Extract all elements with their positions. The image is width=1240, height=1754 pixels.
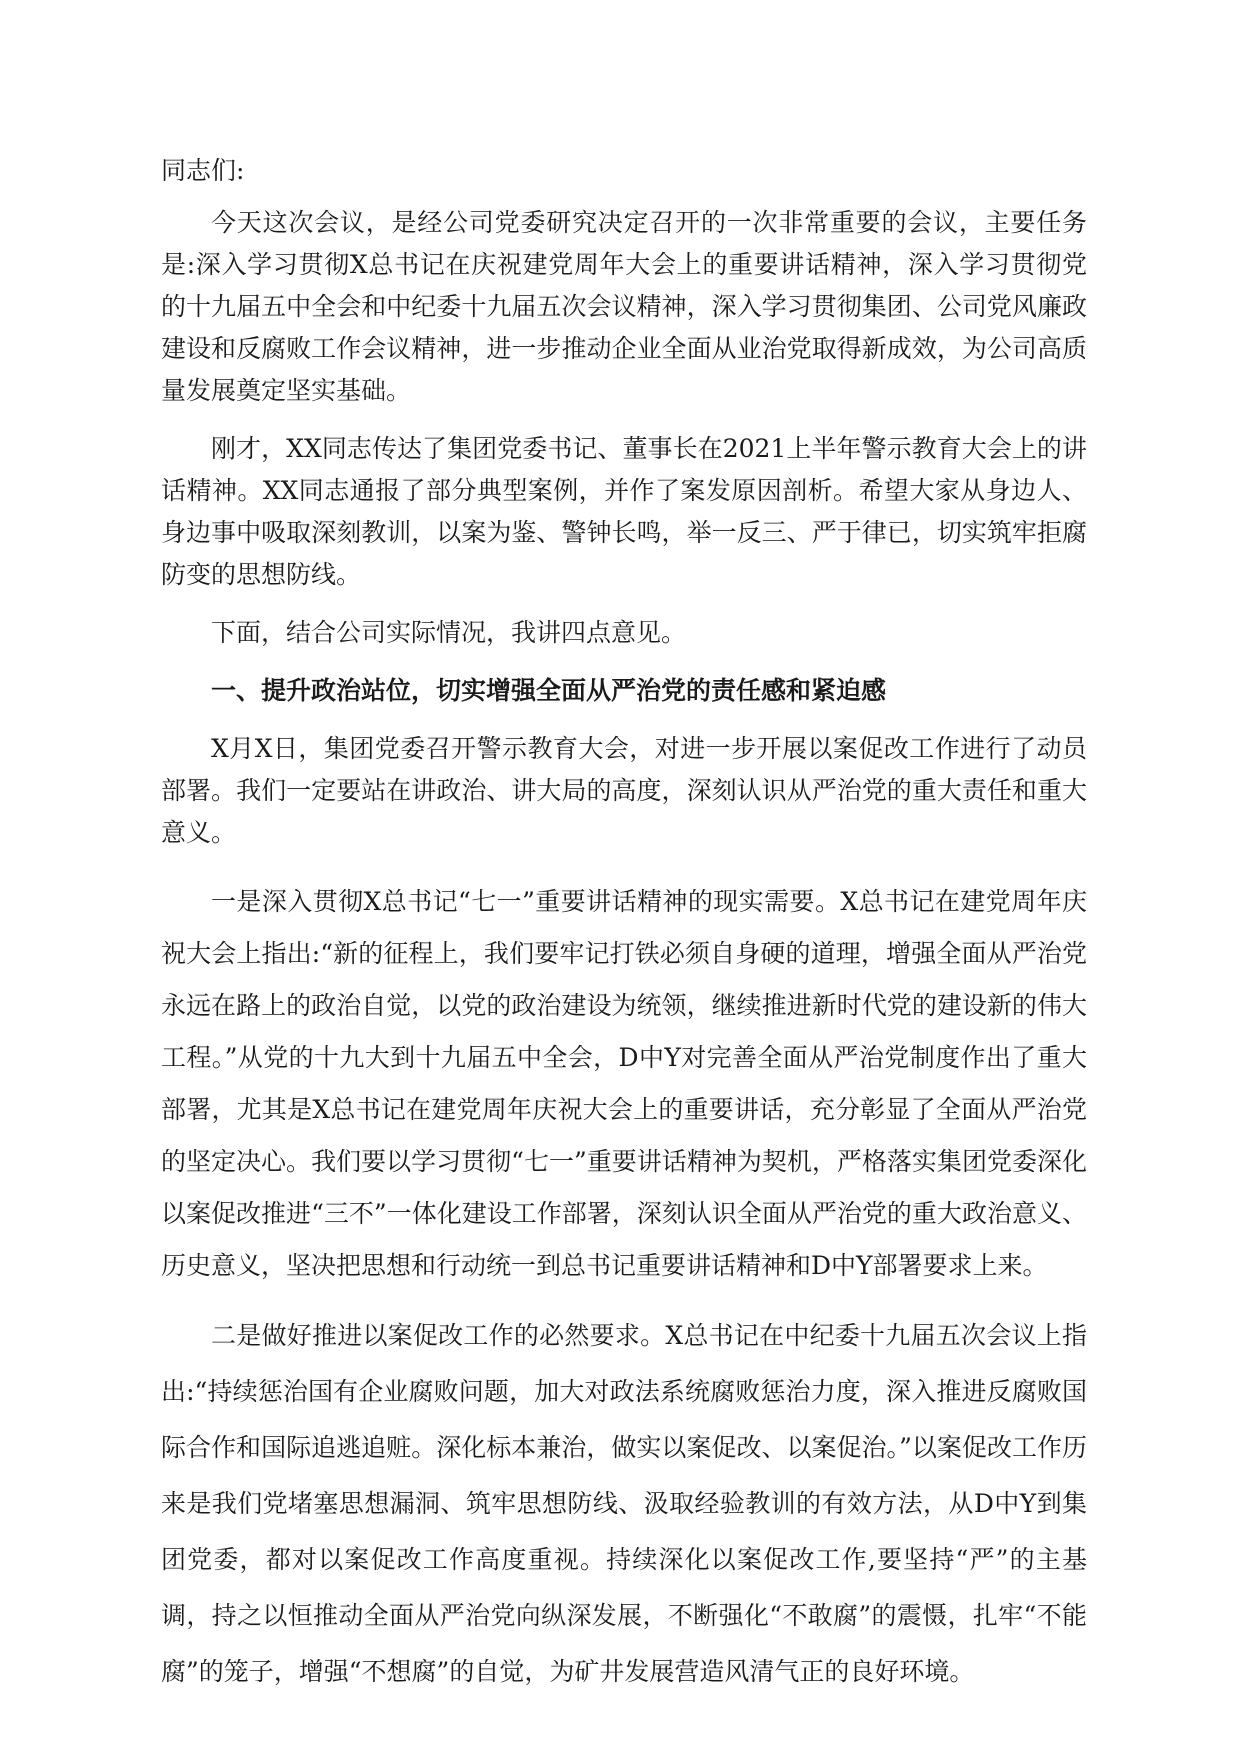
paragraph-point-1: 一是深入贯彻X总书记“七一”重要讲话精神的现实需要。X总书记在建党周年庆祝大会上指出:“新的征程上，我们要牢记打铁必须自身硬的道理，增强全面从严治党永远在路上的政治自觉，以党的政治建设为统领，继续推进新时代党的建设新的伟大工程。”从党的十九大到十九届五中全会，D中Y对完善全面从严治党制度作出了重大部署，尤其是X总书记在建党周年庆祝大会上的重要讲话，充分彰显了全面从严治党的坚定决心。我们要以学习贯彻“七一”重要讲话精神为契机，严格落实集团党委深化以案促改推进“三不”一体化建设工作部署，深刻认识全面从严治党的重大政治意义、历史意义，坚决把思想和行动统一到总书记重要讲话精神和D中Y部署要求上来。 (161, 887, 1087, 1280)
salutation: 同志们: (161, 156, 245, 185)
paragraph-point-2: 二是做好推进以案促改工作的必然要求。X总书记在中纪委十九届五次会议上指出:“持续惩治国有企业腐败问题，加大对政法系统腐败惩治力度，深入推进反腐败国际合作和国际追逃追赃。深化标本兼治，做实以案促改、以案促治。”以案促改工作历来是我们党堵塞思想漏洞、筑牢思想防线、汲取经验教训的有效方法，从D中Y到集团党委，都对以案促改工作高度重视。持续深化以案促改工作,要坚持“严”的主基调，持之以恒推动全面从严治党向纵深发展，不断强化“不敢腐”的震慑，扎牢“不能腐”的笼子，增强“不想腐”的自觉，为矿井发展营造风清气正的良好环境。 (161, 1321, 1087, 1686)
document-body (161, 150, 1087, 1716)
paragraph-four-points: 下面，结合公司实际情况，我讲四点意见。 (211, 618, 687, 647)
paragraph-mobilization: X月X日，集团党委召开警示教育大会，对进一步开展以案促改工作进行了动员部署。我们一定要站在讲政治、讲大局的高度，深刻认识从严治党的重大责任和重大意义。 (161, 734, 1087, 847)
paragraph-meeting-purpose: 今天这次会议，是经公司党委研究决定召开的一次非常重要的会议，主要任务是:深入学习贯彻X总书记在庆祝建党周年大会上的重要讲话精神，深入学习贯彻党的十九届五中全会和中纪委十九届五次会议精神，深入学习贯彻集团、公司党风廉政建设和反腐败工作会议精神，进一步推动企业全面从业治党取得新成效，为公司高质量发展奠定坚实基础。 (161, 208, 1087, 405)
paragraph-warning-education: 刚才，XX同志传达了集团党委书记、董事长在2021上半年警示教育大会上的讲话精神。XX同志通报了部分典型案例，并作了案发原因剖析。希望大家从身边人、身边事中吸取深刻教训，以案为鉴、警钟长鸣，举一反三、严于律已，切实筑牢拒腐防变的思想防线。 (161, 434, 1087, 589)
section-heading-1: 一、提升政治站位，切实增强全面从严治党的责任感和紧迫感 (211, 676, 887, 705)
